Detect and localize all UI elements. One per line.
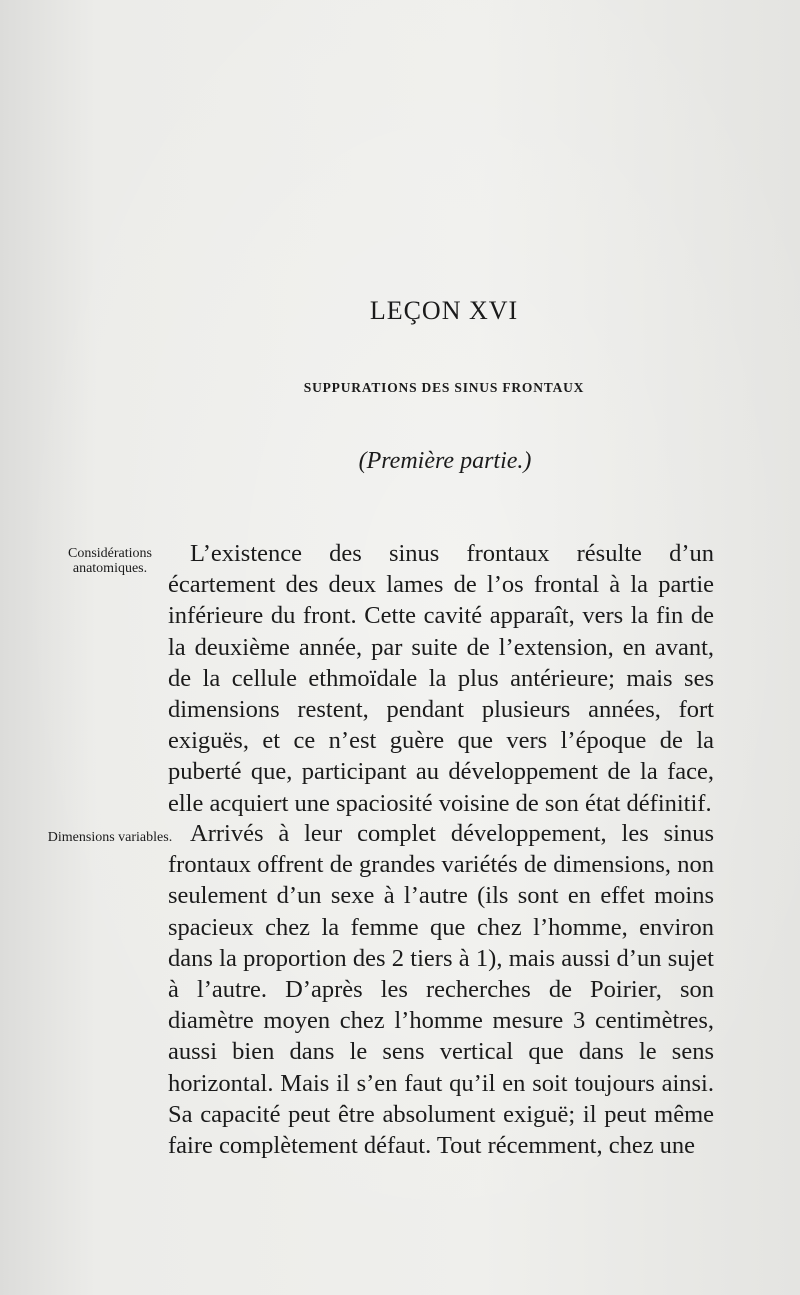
margin-note-dimensions: Dimensions variables.: [47, 830, 173, 845]
margin-note-anatomy: Considérations anatomiques.: [68, 546, 152, 576]
lesson-subtitle: SUPPURATIONS DES SINUS FRONTAUX: [303, 380, 585, 395]
lesson-part: (Première partie.): [358, 448, 532, 474]
lesson-title: LEÇON XVI: [369, 296, 519, 325]
paragraph: L’existence des sinus frontaux résulte d’un écartement des deux lames de l’os frontal à la partie inférieure du front. Cette cavité apparaît, vers la fin de la deuxième année, par suite de l’extension, en avant, de la cellule ethmoïdale la plus antérieure; mais ses dimensions restent, pendant plusieurs années, fort exiguës, et ce n’est guère que vers l’époque de la puberté que, participant au développement de la face, elle acquiert une spaciosité voisine de son état définitif.: [168, 540, 714, 817]
paragraph: Arrivés à leur complet développement, les sinus frontaux offrent de grandes variétés de dimensions, non seulement d’un sexe à l’autre (ils sont en effet moins spacieux chez la femme que chez l’homme, environ dans la proportion des 2 tiers à 1), mais aussi d’un sujet à l’autre. D’après les recherches de Poirier, son diamètre moyen chez l’homme mesure 3 centimètres, aussi bien dans le sens vertical que dans le sens horizontal. Mais il s’en faut qu’il en soit toujours ainsi. Sa capacité peut être absolument exiguë; il peut même faire complètement défaut. Tout récemment, chez une: [168, 820, 714, 1160]
